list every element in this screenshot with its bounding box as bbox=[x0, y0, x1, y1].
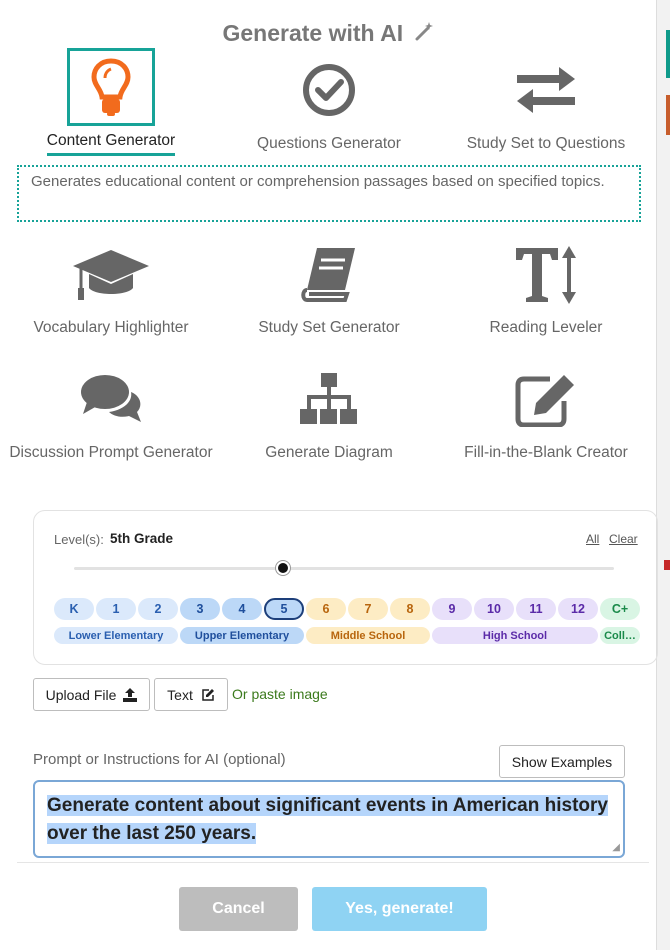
tool-label: Discussion Prompt Generator bbox=[9, 444, 213, 461]
grade-chips bbox=[54, 598, 642, 620]
grade-chip-4[interactable]: 4 bbox=[222, 598, 262, 620]
band-college[interactable]: Coll… bbox=[600, 627, 640, 644]
edit-icon bbox=[502, 360, 590, 438]
lightbulb-icon bbox=[67, 48, 155, 126]
select-all-link[interactable]: All bbox=[586, 532, 600, 546]
paste-image-hint: Or paste image bbox=[232, 686, 328, 702]
grade-chip-11[interactable]: 11 bbox=[516, 598, 556, 620]
check-circle-icon bbox=[285, 51, 373, 129]
tool-content-generator[interactable] bbox=[2, 48, 220, 156]
tool-discussion-prompt-generator[interactable] bbox=[2, 360, 220, 462]
background-mark bbox=[664, 560, 670, 570]
prompt-text: Generate content about significant events in American history over the last 250 years. bbox=[47, 795, 608, 844]
grade-chip-10[interactable]: 10 bbox=[474, 598, 514, 620]
band-upper-elementary[interactable]: Upper Elementary bbox=[180, 627, 304, 644]
resize-handle-icon[interactable]: ◢ bbox=[612, 842, 620, 853]
tool-fill-in-the-blank-creator[interactable] bbox=[437, 360, 655, 462]
background-mark bbox=[666, 30, 670, 78]
clear-link[interactable]: Clear bbox=[609, 532, 638, 546]
band-middle-school[interactable]: Middle School bbox=[306, 627, 430, 644]
prompt-label: Prompt or Instructions for AI (optional) bbox=[33, 751, 286, 768]
band-lower-elementary[interactable]: Lower Elementary bbox=[54, 627, 178, 644]
graduation-cap-icon bbox=[67, 235, 155, 313]
sitemap-icon bbox=[285, 360, 373, 438]
background-mark bbox=[666, 95, 670, 135]
generate-button[interactable]: Yes, generate! bbox=[312, 887, 487, 931]
chat-bubbles-icon bbox=[67, 360, 155, 438]
tool-label: Content Generator bbox=[47, 132, 175, 156]
grade-chip-9[interactable]: 9 bbox=[432, 598, 472, 620]
magic-wand-icon bbox=[414, 21, 434, 47]
grade-chip-college[interactable]: C+ bbox=[600, 598, 640, 620]
level-value: 5th Grade bbox=[110, 531, 174, 546]
text-height-icon bbox=[502, 235, 590, 313]
text-input-button[interactable]: Text bbox=[154, 678, 228, 711]
cancel-button[interactable]: Cancel bbox=[179, 887, 298, 931]
tool-label: Fill-in-the-Blank Creator bbox=[464, 444, 628, 461]
tool-study-set-to-questions[interactable] bbox=[437, 51, 655, 153]
tool-label: Questions Generator bbox=[257, 135, 401, 152]
level-label: Level(s): bbox=[54, 532, 104, 547]
grade-chip-5[interactable]: 5 bbox=[264, 598, 304, 620]
level-slider-track[interactable] bbox=[74, 567, 614, 570]
show-examples-button[interactable]: Show Examples bbox=[499, 745, 625, 778]
tool-questions-generator[interactable] bbox=[220, 51, 438, 153]
dialog-title: Generate with AI bbox=[0, 20, 656, 47]
prompt-textarea[interactable] bbox=[33, 780, 625, 858]
grade-bands bbox=[54, 627, 642, 644]
grade-chip-7[interactable]: 7 bbox=[348, 598, 388, 620]
tool-study-set-generator[interactable] bbox=[220, 235, 438, 337]
level-selector-panel bbox=[33, 510, 658, 665]
grade-chip-3[interactable]: 3 bbox=[180, 598, 220, 620]
tool-label: Generate Diagram bbox=[265, 444, 393, 461]
tool-generate-diagram[interactable] bbox=[220, 360, 438, 462]
grade-chip-1[interactable]: 1 bbox=[96, 598, 136, 620]
grade-chip-8[interactable]: 8 bbox=[390, 598, 430, 620]
grade-chip-12[interactable]: 12 bbox=[558, 598, 598, 620]
book-icon bbox=[285, 235, 373, 313]
footer-divider bbox=[17, 862, 649, 863]
tool-label: Vocabulary Highlighter bbox=[33, 319, 189, 336]
tool-reading-leveler[interactable] bbox=[437, 235, 655, 337]
grade-chip-6[interactable]: 6 bbox=[306, 598, 346, 620]
tool-label: Study Set Generator bbox=[258, 319, 400, 336]
edit-icon bbox=[201, 688, 215, 702]
swap-arrows-icon bbox=[502, 51, 590, 129]
grade-chip-2[interactable]: 2 bbox=[138, 598, 178, 620]
tool-vocabulary-highlighter[interactable] bbox=[2, 235, 220, 337]
tool-label: Reading Leveler bbox=[489, 319, 603, 336]
tool-label: Study Set to Questions bbox=[466, 135, 626, 152]
level-slider-thumb[interactable] bbox=[276, 561, 290, 575]
grade-chip-k[interactable]: K bbox=[54, 598, 94, 620]
upload-file-button[interactable]: Upload File bbox=[33, 678, 150, 711]
tool-description: Generates educational content or comprehension passages based on specified topics. bbox=[17, 165, 641, 222]
upload-icon bbox=[123, 688, 137, 702]
background-page-edge bbox=[656, 0, 670, 950]
band-high-school[interactable]: High School bbox=[432, 627, 598, 644]
